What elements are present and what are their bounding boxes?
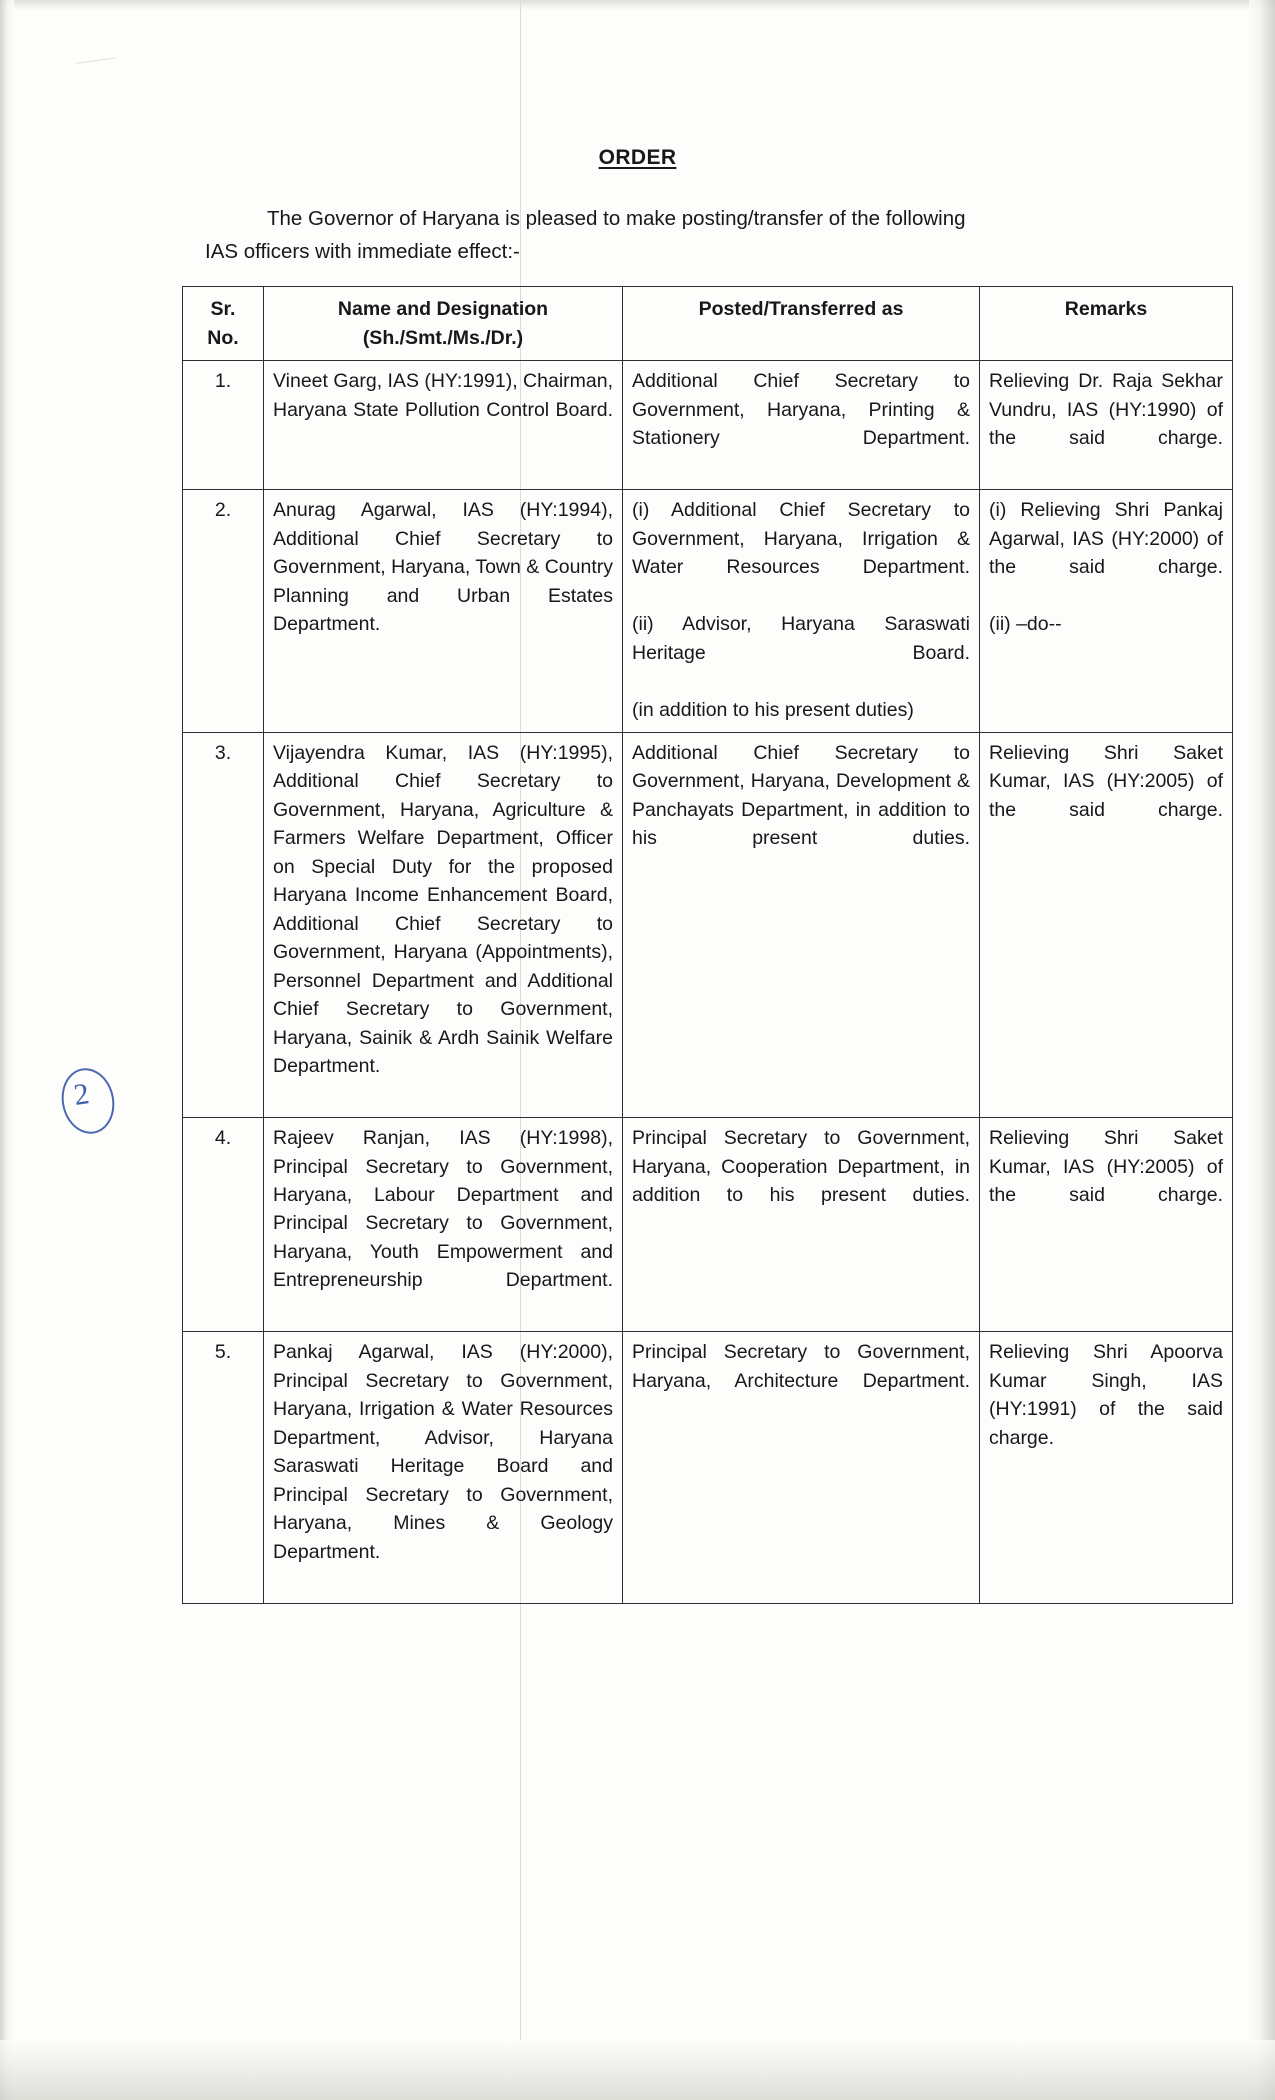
cell-name-text: Vijayendra Kumar, IAS (HY:1995), Additional Chief Secretary to Government, Haryana, Agriculture & Farmers Welfare Department, Officer on Special Duty for the proposed Haryana Income Enhancement Board, Additional Chief Secretary to Government, Haryana (Appointments), Personnel Department and Additional Chief Secretary to Government, Haryana, Sainik & Ardh Sainik Welfare Department. — [273, 741, 613, 1078]
cell-name-designation — [264, 361, 623, 490]
column-header-remarks: Remarks — [980, 287, 1233, 361]
cell-posted-transferred — [623, 1118, 980, 1332]
cell-remarks-text-ii: (ii) –do-- — [989, 613, 1062, 636]
cell-name-designation — [264, 1118, 623, 1332]
cell-posted-text: Principal Secretary to Government, Haryana, Architecture Department. — [632, 1341, 970, 1392]
cell-remarks-text-i: (i) Relieving Shri Pankaj Agarwal, IAS (HY:2000) of the said charge. — [989, 499, 1223, 579]
table-row — [183, 732, 1233, 1117]
table-row — [183, 1332, 1233, 1603]
cell-posted-note: (in addition to his present duties) — [632, 698, 914, 721]
cell-posted-transferred — [623, 490, 980, 733]
handwritten-page-number: 2 — [71, 1077, 92, 1112]
column-header-sr-no — [183, 287, 264, 361]
column-header-name-line2: (Sh./Smt./Ms./Dr.) — [362, 326, 524, 349]
cell-sr-no: 2. — [183, 490, 264, 733]
table-row — [183, 361, 1233, 490]
intro-text-1: The Governor of Haryana is pleased to make posting/transfer of the following — [267, 207, 966, 230]
column-header-name-line1: Name and Designation — [337, 298, 549, 321]
cell-name-text: Rajeev Ranjan, IAS (HY:1998), Principal Secretary to Government, Haryana, Labour Department and Principal Secretary to Government, Haryana, Youth Empowerment and Entrepreneurship Department. — [273, 1127, 613, 1292]
page-title: ORDER — [598, 146, 677, 169]
cell-remarks — [980, 732, 1233, 1117]
table-header-row — [183, 287, 1233, 361]
document-content — [0, 146, 1275, 1604]
table-row — [183, 490, 1233, 733]
cell-posted-transferred — [623, 361, 980, 490]
cell-remarks — [980, 361, 1233, 490]
cell-sr-no: 1. — [183, 361, 264, 490]
cell-posted-text-i: (i) Additional Chief Secretary to Government, Haryana, Irrigation & Water Resources Department. — [632, 499, 970, 579]
cell-posted-text: Principal Secretary to Government, Haryana, Cooperation Department, in addition to his present duties. — [632, 1127, 970, 1206]
cell-remarks-text: Relieving Dr. Raja Sekhar Vundru, IAS (HY:1990) of the said charge. — [989, 370, 1223, 450]
cell-sr-no: 3. — [183, 732, 264, 1117]
cell-name-designation — [264, 490, 623, 733]
intro-paragraph-line-1 — [205, 202, 1070, 235]
cell-sr-no: 4. — [183, 1118, 264, 1332]
cell-name-designation — [264, 732, 623, 1117]
table-body — [183, 361, 1233, 1603]
scan-corner-mark — [77, 57, 120, 85]
cell-posted-text-ii: (ii) Advisor, Haryana Saraswati Heritage Board. — [632, 613, 970, 664]
cell-remarks-text: Relieving Shri Saket Kumar, IAS (HY:2005) of the said charge. — [989, 741, 1223, 821]
scan-edge-bottom — [0, 2040, 1275, 2100]
cell-posted-transferred — [623, 1332, 980, 1603]
cell-remarks — [980, 1332, 1233, 1603]
scan-edge-top — [0, 0, 1275, 10]
cell-remarks-text: Relieving Shri Saket Kumar, IAS (HY:2005) of the said charge. — [989, 1127, 1223, 1206]
cell-remarks-text: Relieving Shri Apoorva Kumar Singh, IAS (HY:1991) of the said charge. — [989, 1341, 1223, 1449]
cell-name-designation — [264, 1332, 623, 1603]
table-row — [183, 1118, 1233, 1332]
cell-posted-text: Additional Chief Secretary to Government, Haryana, Development & Panchayats Department, in addition to his present duties. — [632, 741, 970, 850]
cell-remarks — [980, 1118, 1233, 1332]
column-header-sr-line2: No. — [207, 326, 239, 349]
cell-posted-text: Additional Chief Secretary to Government, Haryana, Printing & Stationery Department. — [632, 370, 970, 450]
column-header-name-designation — [264, 287, 623, 361]
column-header-sr-line1: Sr. — [210, 298, 236, 321]
table-header — [183, 287, 1233, 361]
cell-name-text: Anurag Agarwal, IAS (HY:1994), Additional Chief Secretary to Government, Haryana, Town & Country Planning and Urban Estates Department. — [273, 499, 613, 636]
posting-transfer-table — [182, 286, 1233, 1603]
column-header-posted-transferred: Posted/Transferred as — [623, 287, 980, 361]
cell-sr-no: 5. — [183, 1332, 264, 1603]
cell-remarks — [980, 490, 1233, 733]
cell-posted-transferred — [623, 732, 980, 1117]
intro-paragraph-line-2: IAS officers with immediate effect:- — [205, 240, 520, 264]
cell-name-text: Pankaj Agarwal, IAS (HY:2000), Principal Secretary to Government, Haryana, Irrigation & Water Resources Department, Advisor, Haryana Saraswati Heritage Board and Principal Secretary to Government, Haryana, Mines & Geology Department. — [273, 1341, 613, 1563]
cell-name-text: Vineet Garg, IAS (HY:1991), Chairman, Haryana State Pollution Control Board. — [273, 370, 613, 421]
